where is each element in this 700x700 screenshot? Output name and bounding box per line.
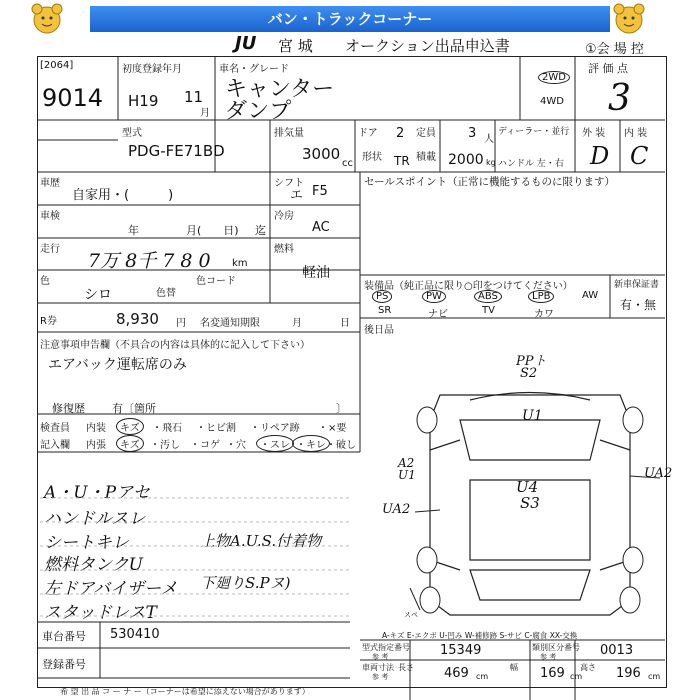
length-label: 長さ [398, 663, 414, 672]
side-note-1: 上物A.U.S.付着物 [200, 532, 322, 550]
note-5: 左ドアバイザーメ [44, 579, 178, 599]
diagram-label-u1-top: U1 [522, 408, 543, 424]
load: 2000 [448, 152, 484, 168]
load-unit: kg [486, 158, 496, 167]
capacity: 3 [468, 126, 477, 141]
drive-4wd: 4WD [540, 96, 564, 107]
color-change-label: 色替 [156, 288, 176, 299]
model-code: PDG-FE71BD [128, 142, 225, 160]
width: 169 [540, 666, 565, 681]
equip-aw: AW [582, 290, 599, 301]
damage-legend: A-キズ E-エクボ U-凹み W-補修跡 S-サビ C-腐食 XX-交換 [382, 631, 578, 640]
ju-logo: JU [235, 33, 257, 54]
reg-month-unit: 月 [200, 108, 210, 119]
reg-era: H19 [128, 92, 159, 110]
check-row2-2: ・汚し [150, 440, 180, 451]
displacement-label: 排気量 [274, 128, 304, 139]
model-number: 15349 [440, 643, 482, 658]
fuel-label: 燃料 [274, 244, 294, 255]
fuel: 軽油 [302, 265, 330, 281]
vin-label: 車台番号 [42, 630, 86, 643]
dimension-ref: 参 考 [372, 673, 389, 681]
header-banner: バン・トラックコーナー [90, 6, 610, 32]
door-count: 2 [396, 126, 405, 141]
interior-grade: C [630, 142, 649, 170]
sheet-title: オークション出品申込書 [345, 37, 510, 55]
color-label: 色 [40, 276, 50, 287]
checker-label: 検査員 [40, 423, 70, 434]
equip-leather: カワ [534, 309, 554, 320]
width-unit: cm [570, 672, 583, 681]
lot-number: 9014 [42, 84, 104, 112]
height: 196 [616, 666, 641, 681]
shape-label: 形状 [362, 152, 382, 163]
equip-navi: ナビ [428, 309, 448, 320]
width-label: 幅 [510, 663, 518, 672]
warranty-label: 新車保証書 [614, 280, 660, 290]
small-number: [2064] [40, 60, 74, 71]
exterior-grade: D [590, 142, 610, 170]
shift-label: シフト [274, 178, 304, 189]
height-label: 高さ [580, 663, 596, 672]
length-unit: cm [476, 672, 489, 681]
capacity-label: 定員 [416, 128, 436, 139]
history-label: 車歴 [40, 178, 60, 189]
warranty-value: 有・無 [620, 298, 657, 312]
mileage: 7万 8千 7 8 0 [88, 250, 211, 272]
check-row1-0: 内装 [86, 423, 106, 434]
interior-label: 内 装 [624, 128, 648, 139]
equip-pw: PW [422, 290, 446, 303]
diagram-label-s3: S3 [520, 494, 540, 512]
model-number-ref: 参 考 [372, 653, 389, 661]
shift-prefix: エ [290, 188, 304, 203]
check-row1-4: ・リペア跡 [250, 423, 300, 434]
shape: TR [394, 154, 410, 168]
mileage-unit: km [232, 258, 248, 269]
capacity-unit: 人 [484, 134, 494, 145]
check-row2-0: 内張 [86, 440, 106, 451]
car-name: キャンター [225, 77, 335, 102]
diagram-label-ua2-left: UA2 [382, 502, 411, 517]
car-grade: ダンプ [225, 99, 292, 124]
diagram-label-ppt: PPト [516, 354, 547, 369]
inspection-label: 車検 [40, 211, 60, 222]
check-row1-3: ・ヒビ割 [196, 423, 236, 434]
inspection-include: 迄 [255, 224, 266, 237]
note-3: シートキレ [44, 533, 129, 553]
handle-side: ハンドル 左・右 [498, 159, 564, 169]
aircon-label: 冷房 [274, 211, 294, 222]
side-note-2: 下廻りS.Pヌ) [200, 574, 291, 592]
check-row2-7: ・破し [326, 440, 356, 451]
exterior-label: 外 装 [582, 128, 606, 139]
recycle-label: R券 [40, 316, 57, 327]
diagram-label-a2: A2 [398, 456, 415, 470]
color: シロ [84, 287, 112, 303]
check-row2-3: ・コゲ [190, 440, 220, 451]
note-4: 燃料タンクU [44, 555, 143, 575]
model-label: 型式 [122, 128, 142, 139]
transfer-day: 日 [340, 318, 350, 329]
diagram-label-u1-left: U1 [398, 468, 416, 482]
check-row1-2: ・飛石 [152, 423, 182, 434]
inspection-year: 年 [128, 224, 139, 237]
transfer-month: 月 [292, 318, 302, 329]
checker-entry-label: 記入欄 [40, 440, 70, 451]
recycle-unit: 円 [176, 318, 186, 329]
check-row1-1: キズ [116, 418, 144, 435]
registration-label: 登録番号 [42, 658, 86, 671]
height-unit: cm [648, 672, 661, 681]
grade-score: 3 [608, 78, 631, 119]
note-1: A・U・Pアセ [44, 483, 150, 503]
dealer-import: ディーラー・並行 [498, 127, 570, 137]
length: 469 [444, 666, 469, 681]
mileage-label: 走行 [40, 244, 60, 255]
desired-corner: 希 望 出 品 コ ー ナ ー（コーナーは希望に添えない場合があります） [60, 687, 310, 696]
repair-label: 修復歴 [52, 402, 85, 415]
note-2: ハンドルスレ [44, 509, 146, 529]
check-row2-6: ・キレ [292, 435, 330, 452]
venue-copy: ①会 場 控 [585, 42, 644, 57]
diagram-label-ua2-right: UA2 [644, 466, 673, 481]
name-label: 車名・グレード [219, 64, 289, 75]
notice-label: 注意事項申告欄（不具合の内容は具体的に記入して下さい） [40, 340, 310, 351]
diagram-label-spare: スペ [404, 611, 418, 619]
displacement-unit: cc [342, 158, 353, 169]
transfer-deadline-label: 名変通知期限 [200, 318, 260, 329]
equip-ps: PS [372, 290, 392, 303]
equip-sr: SR [378, 305, 392, 316]
shift-value: F5 [312, 184, 328, 199]
diagram-label-s2: S2 [520, 366, 538, 381]
check-row2-1: キズ [116, 435, 144, 452]
note-6: スタッドレスT [44, 603, 157, 623]
sales-point-label: セールスポイント（正常に機能するものに限ります） [364, 176, 616, 188]
door-label: ドア [358, 128, 378, 139]
equip-tv: TV [482, 305, 495, 316]
repair-value: 有〔箇所 [112, 402, 156, 415]
notice-text: エアバック運転席のみ [48, 357, 187, 373]
recycle-fee: 8,930 [116, 310, 159, 328]
check-row2-5: ・スレ [256, 435, 294, 452]
sheet-place: 宮 城 [278, 37, 313, 55]
load-label: 積載 [416, 152, 436, 163]
drive-2wd: 2WD [538, 71, 570, 84]
vin: 530410 [110, 627, 160, 642]
reg-month: 11 [184, 88, 204, 106]
model-number-label: 型式指定番号 [362, 643, 410, 652]
check-row1-5: ・×要 [318, 423, 347, 434]
diagram-label-u4: U4 [516, 478, 539, 496]
grade-label: 評 価 点 [588, 62, 628, 75]
displacement: 3000 [302, 145, 341, 163]
inspection-month: 月( 日) [186, 224, 239, 237]
reg-label: 初度登録年月 [122, 64, 182, 75]
check-row2-4: ・穴 [226, 440, 246, 451]
after-items-label: 後日品 [364, 325, 394, 336]
color-code-label: 色コード [196, 276, 236, 287]
equipment-label: 装備品（純正品に限り○印をつけてください） [364, 281, 573, 292]
equip-abs: ABS [474, 290, 502, 303]
class-number-ref: 参 考 [540, 653, 557, 661]
repair-close: 〕 [336, 402, 347, 415]
history-value: 自家用・( ) [72, 188, 174, 203]
class-number-label: 類別区分番号 [532, 643, 580, 652]
aircon: AC [312, 220, 330, 235]
dimension-label: 車両寸法 [362, 663, 394, 672]
equip-lpb: LPB [528, 290, 554, 303]
class-number: 0013 [600, 643, 634, 658]
